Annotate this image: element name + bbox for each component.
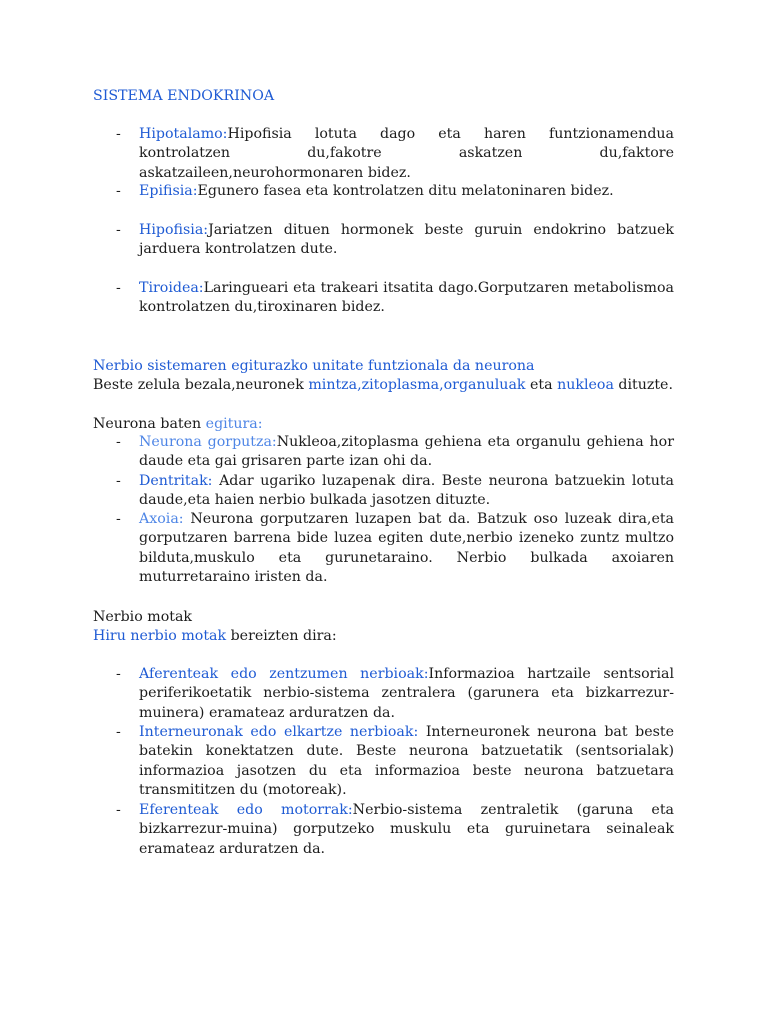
bullet-dash: -	[116, 222, 121, 238]
list-item-dentritak	[93, 472, 675, 511]
term: Hipofisia:	[139, 222, 209, 238]
intro-highlight: nukleoa	[557, 377, 614, 393]
list-item-tiroidea	[93, 279, 675, 318]
list-item-eferenteak	[93, 801, 675, 859]
page-title: SISTEMA ENDOKRINOA	[93, 88, 275, 104]
term: Hipotalamo:	[139, 126, 228, 142]
term: Tiroidea:	[139, 280, 204, 296]
description: Adar ugariko luzapenak dira. Beste neurona batzuekin lotuta daude,eta haien nerbio bulkada jasotzen dituzte.	[139, 473, 674, 509]
intro-highlight: mintza,zitoplasma,organuluak	[308, 377, 526, 393]
description: Interneuronek neurona bat beste batekin konektatzen dute. Beste neurona batzuetatik (sentsorialak) informazioa jasotzen du eta informazioa beste neurona batzuetara transmititzen du (motoreak).	[139, 724, 674, 798]
intro-highlight: egitura:	[205, 416, 263, 432]
description: Egunero fasea eta kontrolatzen ditu melatoninaren bidez.	[197, 183, 614, 199]
term: Neurona gorputza:	[139, 434, 277, 450]
description: Nukleoa,zitoplasma gehiena eta organulu gehiena hor daude eta gai grisaren parte izan ohi da.	[139, 434, 674, 470]
intro-text: bereizten dira:	[226, 628, 337, 644]
bullet-dash: -	[116, 434, 121, 450]
list-item-epifisia	[93, 182, 675, 201]
intro-text: Neurona baten	[93, 416, 206, 432]
bullet-dash: -	[116, 280, 121, 296]
description: Hipofisia lotuta dago eta haren funtzionamendua kontrolatzen du,fakotre askatzen du,faktore askatzaileen,neurohormonaren bidez.	[139, 126, 674, 181]
intro-highlight: Hiru nerbio motak	[93, 628, 227, 644]
description: Nerbio-sistema zentraletik (garuna eta bizkarrezur-muina) gorputzeko muskulu eta guruinetara seinaleak eramateaz arduratzen da.	[139, 802, 674, 857]
list-item-axoia	[93, 510, 675, 587]
list-item-hipofisia	[93, 221, 675, 260]
term: Eferenteak edo motorrak:	[139, 802, 353, 818]
term: Axoia:	[139, 511, 184, 527]
nerve-types-intro	[93, 626, 337, 646]
list-item-interneuronak	[93, 723, 675, 800]
description: Informazioa hartzaile sentsorial periferikoetatik nerbio-sistema zentralera (garunera eta bizkarrezur-muinera) eramateaz arduratzen da.	[139, 666, 674, 721]
neuron-heading: Nerbio sistemaren egiturazko unitate funtzionala da neurona	[93, 358, 535, 374]
term: Aferenteak edo zentzumen nerbioak:	[139, 666, 429, 682]
bullet-dash: -	[116, 473, 121, 489]
bullet-dash: -	[116, 183, 121, 199]
bullet-dash: -	[116, 724, 121, 740]
neuron-intro	[93, 375, 673, 395]
term: Epifisia:	[139, 183, 198, 199]
bullet-dash: -	[116, 802, 121, 818]
structure-intro	[93, 414, 263, 434]
intro-text: Beste zelula bezala,neuronek	[93, 377, 309, 393]
list-item-hipotalamo	[93, 125, 675, 183]
intro-text: eta	[525, 377, 558, 393]
bullet-dash: -	[116, 511, 121, 527]
nerve-types-heading: Nerbio motak	[93, 609, 193, 625]
list-item-aferenteak	[93, 665, 675, 723]
term: Interneuronak edo elkartze nerbioak:	[139, 724, 419, 740]
bullet-dash: -	[116, 666, 121, 682]
bullet-dash: -	[116, 126, 121, 142]
list-item-neurona-gorputza	[93, 433, 675, 472]
description: Neurona gorputzaren luzapen bat da. Batzuk oso luzeak dira,eta gorputzaren barrena bide luzea egiten dute,nerbio izeneko zuntz multzo bilduta,muskulo eta gurunetaraino. Nerbio bulkada axoiaren muturretaraino iristen da.	[139, 511, 674, 585]
term: Dentritak:	[139, 473, 213, 489]
description: Laringueari eta trakeari itsatita dago.Gorputzaren metabolismoa kontrolatzen du,tiroxinaren bidez.	[139, 280, 674, 316]
intro-text: dituzte.	[613, 377, 673, 393]
description: Jariatzen dituen hormonek beste guruin endokrino batzuek jarduera kontrolatzen dute.	[139, 222, 674, 258]
